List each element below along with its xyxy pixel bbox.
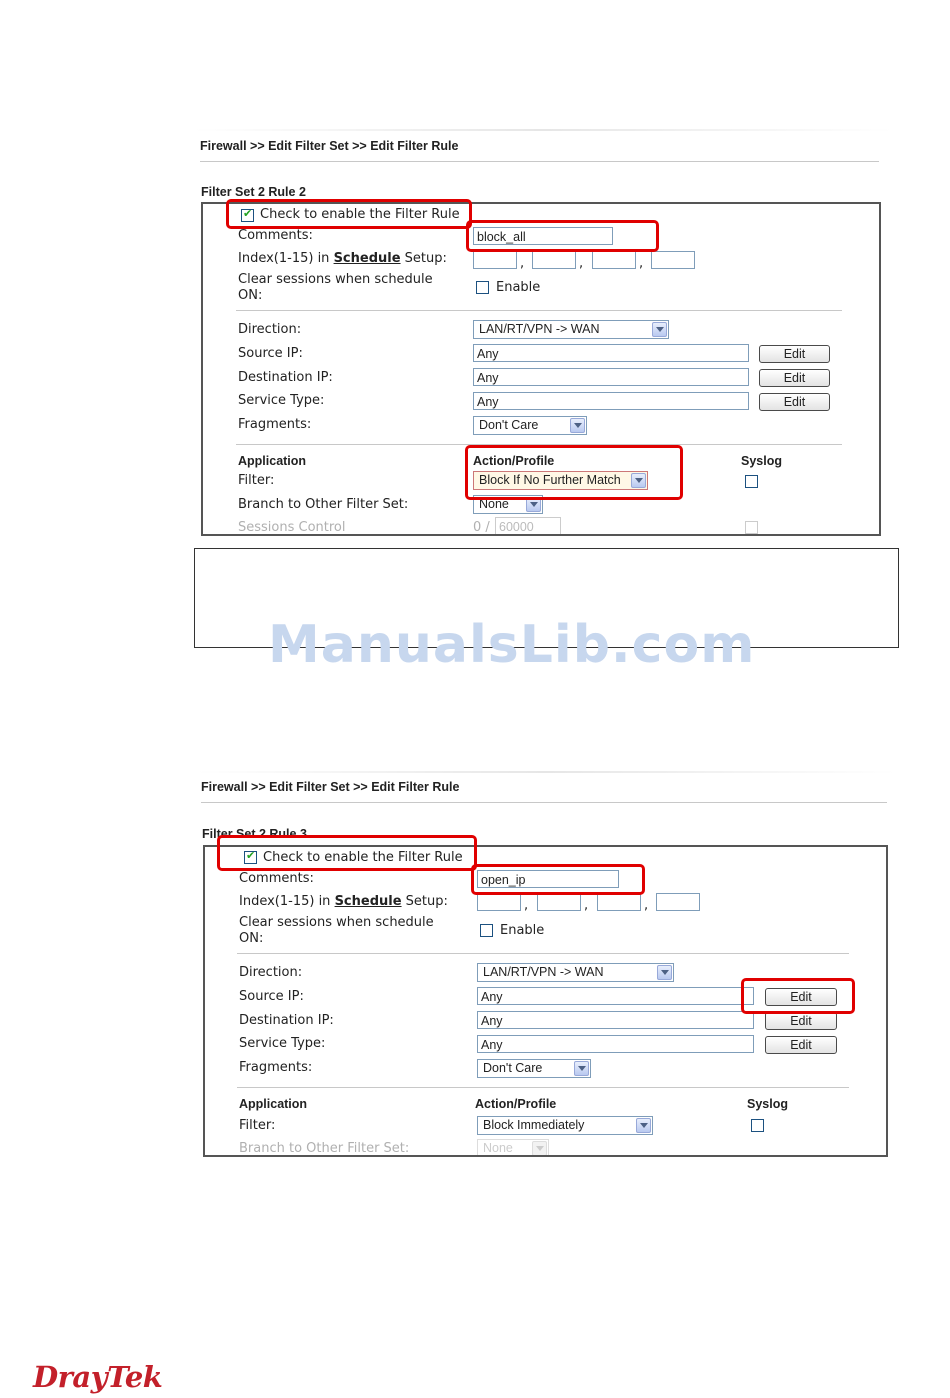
filter-rule-form: ✔ Check to enable the Filter Rule Comments: block_all Index(1-15) in Schedule Setup: , , , Clear sessions when schedule ON: Enable Direction: LAN/RT/VPN -> WAN Source IP: Any Edit Destination IP: Any Edit Service Type: Any Edit Fragments: Don't Care Application Action/Profile Syslog Filter: Block If No Further Match Branch to Other Filter Set: None Sessions Control 0 / 60000 [201, 202, 881, 536]
fragments-select[interactable]: Don't Care [473, 416, 587, 435]
direction-select[interactable]: LAN/RT/VPN -> WAN [477, 963, 674, 982]
sessions-control-label: Sessions Control [238, 520, 346, 535]
schedule-index-3[interactable] [592, 251, 636, 269]
highlight-comments [466, 220, 659, 252]
breadcrumb: Firewall >> Edit Filter Set >> Edit Filter Rule [200, 139, 459, 153]
highlight-filter-action [465, 445, 683, 500]
schedule-index-1[interactable] [473, 251, 517, 269]
clear-sessions-label-2: ON: [239, 931, 264, 946]
service-type-label: Service Type: [238, 393, 325, 408]
chevron-down-icon [532, 1141, 547, 1156]
draytek-logo: DrayTek [33, 1360, 163, 1394]
application-header: Application [239, 1097, 308, 1111]
filter-syslog-checkbox[interactable] [751, 1119, 764, 1132]
clear-sessions-checkbox[interactable] [476, 281, 489, 294]
filter-label: Filter: [238, 473, 275, 488]
highlight-source-edit [741, 978, 855, 1014]
chevron-down-icon [657, 965, 672, 980]
syslog-header: Syslog [741, 454, 782, 468]
destination-ip-label: Destination IP: [239, 1013, 334, 1028]
watermark: ManualsLib.com [268, 615, 756, 675]
direction-select[interactable]: LAN/RT/VPN -> WAN [473, 320, 669, 339]
destination-ip-input[interactable]: Any [473, 368, 749, 386]
highlight-enable-rule [217, 835, 477, 871]
branch-label: Branch to Other Filter Set: [238, 497, 409, 512]
source-ip-input[interactable]: Any [473, 344, 749, 362]
schedule-index-4[interactable] [651, 251, 695, 269]
comments-input[interactable]: block_all [473, 227, 613, 245]
comments-label: Comments: [239, 871, 314, 886]
sessions-syslog-checkbox[interactable] [745, 521, 758, 534]
comments-label: Comments: [238, 228, 313, 243]
branch-select[interactable]: None [473, 495, 543, 514]
service-type-edit-button[interactable]: Edit [759, 393, 830, 411]
filter-label: Filter: [239, 1118, 276, 1133]
schedule-index-2[interactable] [532, 251, 576, 269]
chevron-down-icon [636, 1118, 651, 1133]
clear-sessions-enable-label: Enable [500, 923, 545, 938]
clear-sessions-checkbox[interactable] [480, 924, 493, 937]
filter-rule-form: ✔ Check to enable the Filter Rule Comments: open_ip Index(1-15) in Schedule Setup: , , , Clear sessions when schedule ON: Enable Direction: LAN/RT/VPN -> WAN Source IP: Any Edit Destination IP: Any Edit Service Type: Any Edit Fragments: Don't Care Application Action/Profile Syslog Filter: Block Immediately Branch to Other Filter Set: None [203, 845, 888, 1157]
destination-ip-input[interactable]: Any [477, 1011, 754, 1029]
application-header: Application [238, 454, 307, 468]
service-type-label: Service Type: [239, 1036, 326, 1051]
schedule-index-label: Index(1-15) in Schedule Setup: [239, 894, 448, 909]
chevron-down-icon [570, 418, 585, 433]
schedule-index-2[interactable] [537, 893, 581, 911]
action-profile-header: Action/Profile [475, 1097, 557, 1111]
breadcrumb: Firewall >> Edit Filter Set >> Edit Filter Rule [201, 780, 460, 794]
fragments-label: Fragments: [238, 417, 312, 432]
service-type-input[interactable]: Any [477, 1035, 754, 1053]
clear-sessions-label-2: ON: [238, 288, 263, 303]
clear-sessions-enable-label: Enable [496, 280, 541, 295]
filter-syslog-checkbox[interactable] [745, 475, 758, 488]
schedule-link[interactable]: Schedule [333, 251, 401, 266]
destination-ip-edit-button[interactable]: Edit [759, 369, 830, 387]
enable-rule-label: Check to enable the Filter Rule [260, 207, 460, 222]
direction-label: Direction: [239, 965, 303, 980]
schedule-link[interactable]: Schedule [334, 894, 402, 909]
schedule-index-1[interactable] [477, 893, 521, 911]
clear-sessions-label: Clear sessions when schedule [239, 915, 434, 930]
service-type-input[interactable]: Any [473, 392, 749, 410]
filter-set-title: Filter Set 2 Rule 2 [201, 185, 306, 199]
action-profile-header: Action/Profile [473, 454, 555, 468]
fragments-select[interactable]: Don't Care [477, 1059, 591, 1078]
filter-action-select[interactable]: Block If No Further Match [473, 471, 648, 490]
sessions-control-current: 0 / [473, 520, 490, 535]
comments-input[interactable]: open_ip [477, 870, 619, 888]
schedule-index-4[interactable] [656, 893, 700, 911]
service-type-edit-button[interactable]: Edit [765, 1036, 837, 1054]
branch-label: Branch to Other Filter Set: [239, 1141, 410, 1156]
clear-sessions-label: Clear sessions when schedule [238, 272, 433, 287]
sessions-control-max-input[interactable]: 60000 [495, 517, 561, 535]
source-ip-edit-button[interactable]: Edit [765, 988, 837, 1006]
highlight-enable-rule [226, 199, 472, 229]
fragments-label: Fragments: [239, 1060, 313, 1075]
source-ip-label: Source IP: [239, 989, 304, 1004]
filter-action-select[interactable]: Block Immediately [477, 1116, 653, 1135]
chevron-down-icon [574, 1061, 589, 1076]
highlight-comments [471, 864, 645, 895]
destination-ip-label: Destination IP: [238, 370, 333, 385]
destination-ip-edit-button[interactable]: Edit [765, 1012, 837, 1030]
schedule-index-label: Index(1-15) in Schedule Setup: [238, 251, 447, 266]
syslog-header: Syslog [747, 1097, 788, 1111]
source-ip-label: Source IP: [238, 346, 303, 361]
source-ip-input[interactable]: Any [477, 987, 754, 1005]
filter-set-title: Filter Set 2 Rule 3 [202, 827, 307, 841]
chevron-down-icon [652, 322, 667, 337]
schedule-index-3[interactable] [597, 893, 641, 911]
source-ip-edit-button[interactable]: Edit [759, 345, 830, 363]
branch-select[interactable]: None [477, 1139, 549, 1157]
direction-label: Direction: [238, 322, 302, 337]
enable-rule-label: Check to enable the Filter Rule [263, 850, 463, 865]
